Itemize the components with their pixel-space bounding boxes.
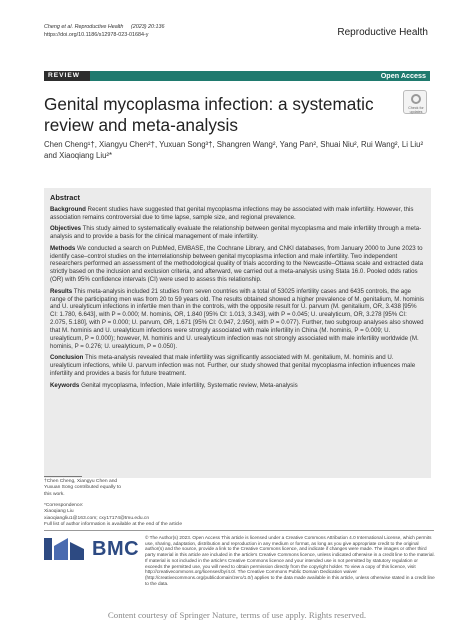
abstract-methods (50, 245, 425, 285)
article-type-band (44, 71, 430, 81)
article-type-label: REVIEW (44, 71, 90, 81)
conclusion-label: Conclusion (50, 354, 84, 362)
abstract-keywords (50, 382, 425, 390)
keywords-label: Keywords (50, 381, 80, 389)
journal-name: Reproductive Health (337, 27, 428, 38)
citation-journal: Reproductive Health (74, 24, 124, 30)
abstract-background (50, 206, 425, 222)
citation-authors: Cheng et al. (44, 24, 74, 30)
citation-year: (2023) 20:136 (130, 24, 165, 30)
courtesy-notice: Content courtesy of Springer Nature, terms of use apply. Rights reserved. (107, 610, 367, 620)
background-label: Background (50, 206, 86, 213)
bmc-logo-bar-3 (70, 542, 84, 560)
license-text: © The Author(s) 2023. Open Access This article is licensed under a Creative Commons Attribution 4.0 International License, which permits use, sharing, adaptation, distribution and reproduction in any medium or format, as long as you give appropriate credit to the original author(s) and the source, provide a link to the Creative Commons licence, and indicate if changes were made. The images or other third party material in this article are included in the article's Creative Commons licence, unless indicated otherwise in a credit line to the material. If material is not included in the article's Creative Commons licence and your intended use is not permitted by statutory regulation or exceeds the permitted use, you will need to obtain permission directly from the copyright holder. To view a copy of this licence, visit http://creativecommons.org/licenses/by/4.0/. The Creative Commons Public Domain Dedication waiver (http://creativecommons.org/publicdomain/zero/1.0/) applies to the data made available in this article, unless otherwise stated in a credit line to the data. (145, 535, 435, 586)
correspondence-email[interactable]: xiaoqiangliu1@163.com; cxy17174@tmu.edu.cn (44, 515, 150, 521)
equal-contribution-note: †Chen Cheng, Xiangyu Chen and Yuxuan Song contributed equally to this work. (44, 479, 121, 497)
citation-header (44, 24, 165, 39)
abstract-box (44, 188, 431, 478)
publisher-divider (44, 530, 434, 531)
check-for-updates-badge[interactable] (403, 90, 427, 114)
bmc-logo-bar-1 (44, 538, 52, 560)
author-info-note: Full list of author information is available at the end of the article (44, 521, 183, 527)
conclusion-text: This meta-analysis revealed that male infertility was significantly associated with M. genitalium, M. hominis and U. urealyticum infections, while U. parvum infection was not. Further, our study showed that genital mycoplasma infection influences male infertility and provides a basis for future treatment. (50, 354, 416, 378)
abstract-results (50, 288, 425, 351)
bmc-logo-text: BMC (92, 538, 140, 560)
background-text: Recent studies have suggested that genital mycoplasma infections may be associated with male infertility. However, this association remains controversial due to time lapse, sample size, and regional prevalence. (50, 206, 414, 221)
results-text: This meta-analysis included 21 studies from seven countries with a total of 53025 infertility cases and 6435 controls, the age range of the participating men was from 20 to 59 years old. The results obtained showed a higher prevalence of M. genitalium, M. hominis and U. urealyticum infections in infertile men than in the controls, with the opposite result for U. parvum (M. genitalium, OR, 3.438 [95% CI: 1.780, 6.643], with P = 0.000; M. hominis, OR, 1.840 [95% CI: 1.013, 3.343], with P = 0.045; U. urealyticum, OR, 3.278 [95% CI: 2.075, 5.180], with P = 0.000; U. parvum, OR, 1.671 [95% CI: 0.947, 2.950], with P = 0.077). Further, two subgroup analyses also showed that M. hominis and U. urealyticum infections were strongly associated with male infertility in China (M. hominis, P = 0.009; U. urealyticum, P = 0.000); however, M. hominis and U. urealyticum infection was not strongly associated with male infertility worldwide (M. hominis, P = 0.276; U. urealyticum, P = 0.050). (50, 287, 424, 350)
methods-label: Methods (50, 244, 76, 252)
author-list: Chen Cheng¹†, Xiangyu Chen²†, Yuxuan Song³†, Shangren Wang², Yang Pan², Shuai Niu², Rui Wang², Li Liu² and Xiaoqiang Liu²* (44, 140, 424, 160)
correspondence-name: Xiaoqiang Liu (44, 509, 74, 515)
objectives-label: Objectives (50, 225, 82, 233)
open-access-label: Open Access (380, 71, 426, 80)
footnote-divider (44, 476, 82, 477)
keywords-text: Genital mycoplasma, Infection, Male infertility, Systematic review, Meta-analysis (81, 381, 298, 389)
abstract-conclusion (50, 354, 425, 378)
badge-text: Check for updates (408, 106, 424, 114)
results-label: Results (50, 287, 73, 295)
abstract-objectives (50, 225, 425, 241)
correspondence-block (44, 503, 254, 528)
correspondence-label: *Correspondence: (44, 503, 84, 508)
update-check-icon (411, 94, 421, 104)
abstract-heading: Abstract (50, 193, 80, 202)
article-title: Genital mycoplasma infection: a systematic review and meta-analysis (44, 94, 374, 135)
methods-text: We conducted a search on PubMed, EMBASE, the Cochrane Library, and CNKI databases, from January 2000 to June 2023 to identify case–control studies on the interrelationship between genital mycoplasma infection and male infertility. Two independent researchers performed an assessment of the methodological quality of trials according to the Newcastle–Ottawa scale and extracted data strictly based on the inclusion and exclusion criteria, and afterward, we carried out a meta-analysis using Stata 16.0. Pooled odds ratios (OR) with 95% confidence intervals (CI) were used to assess this relationship. (50, 244, 424, 284)
objectives-text: This study aimed to systematically evaluate the relationship between genital mycoplasma and male infertility through a meta-analysis and to provide a basis for the clinical management of male infertility. (50, 225, 422, 241)
bmc-logo-bar-2 (54, 538, 68, 560)
doi-link[interactable]: https://doi.org/10.1186/s12978-023-01684-y (44, 31, 149, 38)
